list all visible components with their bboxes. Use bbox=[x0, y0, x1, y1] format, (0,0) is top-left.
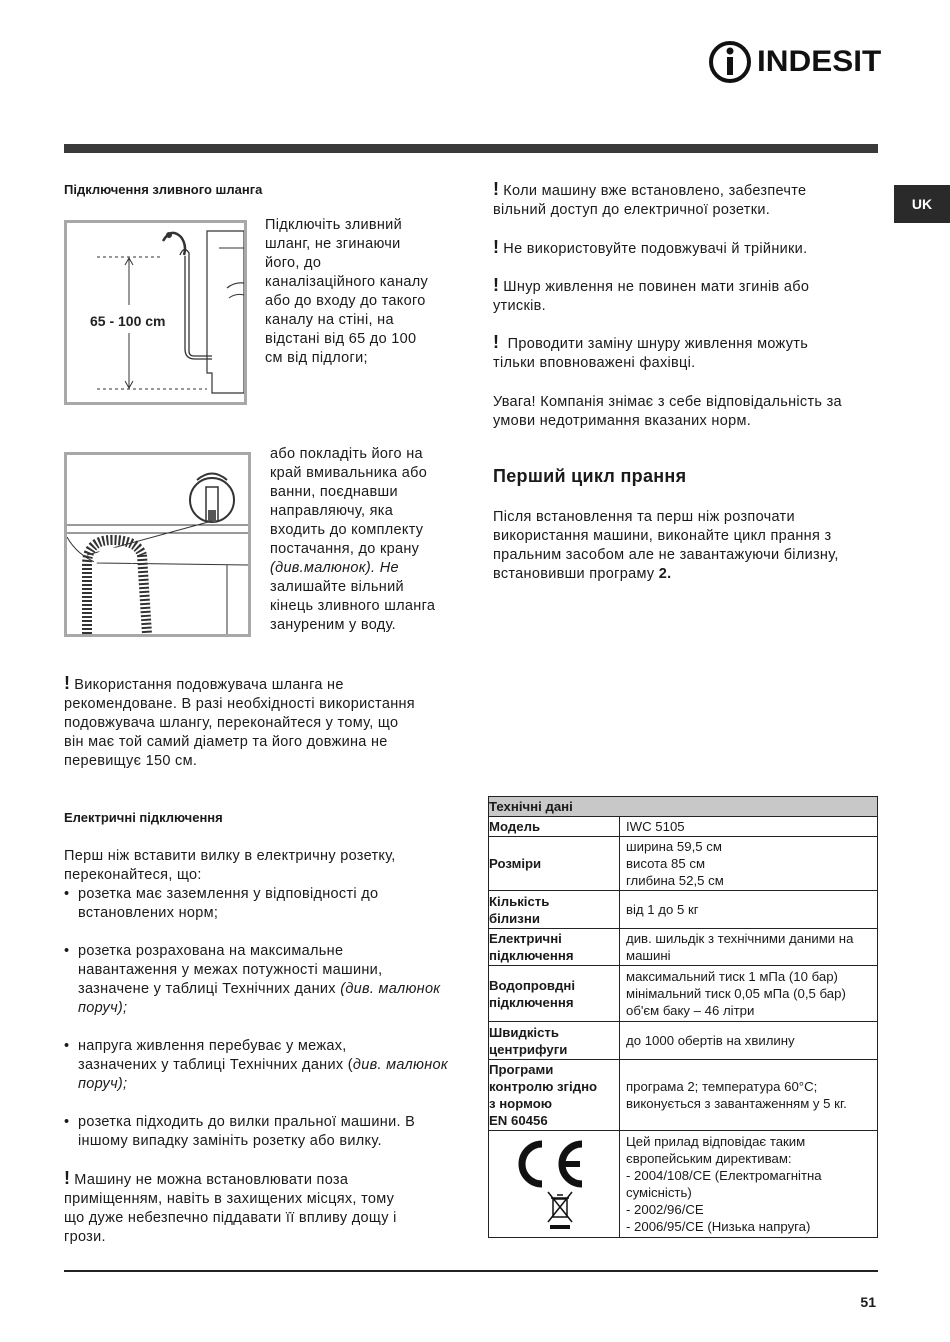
bullet-load: • розетка розрахована на максимальне навантаження у межах потужності машини, зазначене у таблиці Технічних даних (див. малюнок поруч); bbox=[64, 942, 464, 1018]
bullet-socket: • розетка підходить до вилки пральної машини. В іншому випадку замініть розетку або вилку. bbox=[64, 1113, 464, 1151]
warning-icon: ! bbox=[493, 275, 500, 295]
drain-title: Підключення зливного шланга bbox=[64, 182, 263, 197]
ce-mark-icon bbox=[504, 1132, 604, 1232]
tech-table-title: Технічні дані bbox=[489, 797, 878, 817]
extension-warning: ! Не використовуйте подовжувачі й трійники. bbox=[493, 237, 808, 257]
drain-wall-figure bbox=[64, 220, 247, 405]
drain-para-2: або покладіть його на край вмивальника або ванни, поєднавши направляючу, яка входить до комплекту постачання, до крану (див.малюнок). Не залишайте вільний кінець зливного шланга зануреним у воду. bbox=[270, 446, 436, 633]
weee-bin-icon bbox=[548, 1192, 572, 1229]
bullet-grounding: • розетка має заземлення у відповідності до встановлених норм; bbox=[64, 885, 464, 923]
bullet-voltage: • напруга живлення перебуває у межах, зазначених у таблиці Технічних даних (див. малюнок поруч); bbox=[64, 1037, 464, 1094]
warning-icon: ! bbox=[64, 673, 71, 693]
indesit-i-icon bbox=[708, 40, 752, 84]
warning-icon: ! bbox=[493, 179, 500, 199]
liability-note: Увага! Компанія знімає з себе відповідальність за умови недотримання вказаних норм. bbox=[493, 394, 842, 429]
sink-illustration bbox=[67, 455, 248, 634]
header-rule bbox=[64, 144, 878, 153]
cord-replace-warning: ! Проводити заміну шнуру живлення можуть тільки вповноважені фахівці. bbox=[493, 332, 809, 371]
electric-title: Електричні підключення bbox=[64, 810, 223, 825]
footer-rule bbox=[64, 1270, 878, 1272]
first-cycle-title: Перший цикл прання bbox=[493, 466, 687, 486]
first-cycle-body: Після встановлення та перш ніж розпочати використання машини, виконайте цикл прання з пральним засобом але не завантажуючи білизну, встановивши програму 2. bbox=[493, 509, 839, 582]
warning-icon: ! bbox=[493, 237, 500, 257]
warning-icon: ! bbox=[64, 1168, 71, 1188]
outdoor-warning: ! Машину не можна встановлювати поза приміщенням, навіть в захищених місцях, тому що дуже небезпечно піддавати її впливу дощу і грози. bbox=[64, 1168, 397, 1245]
ce-weee-marks bbox=[489, 1131, 620, 1238]
socket-access-warning: ! Коли машину вже встановлено, забезпечте вільний доступ до електричної розетки. bbox=[493, 179, 807, 218]
electric-body: Перш ніж вставити вилку в електричну розетку, переконайтеся, що: • розетка має заземлення у відповідності до встановлених норм; • розетка розрахована на максимальне навантаження у межах потужності машини, зазначене у таблиці Технічних даних (див. малюнок поруч); • напруга живлення перебуває у межах, зазначених у таблиці Технічних даних (див. малюнок поруч); • розетка підходить до вилки пральної машини. В іншому випадку замініть розетку або вилку. bbox=[64, 847, 464, 1170]
height-label: 65 - 100 cm bbox=[90, 313, 166, 329]
drain-sink-figure bbox=[64, 452, 251, 637]
cord-bend-warning: ! Шнур живлення не повинен мати згинів або утисків. bbox=[493, 275, 810, 314]
hose-extension-warning: ! Використання подовжувача шланга не рекомендоване. В разі необхідності використання подовжувача шлангу, переконайтеся у тому, що він має той самий діаметр та його довжина не перевищує 150 см. bbox=[64, 673, 415, 769]
tech-data-table: Технічні дані Модель IWC 5105 Розміри ширина 59,5 см висота 85 см глибина 52,5 см Кількість білизни від 1 до 5 кг Електричні підключення див. шильдік з технічними даними на машині Водопровдні підключення максимальний тиск 1 мПа (10 бар) мінімальний тиск 0,05 мПа (0,5 бар) об'єм баку – 46 літри Швидкість центрифуги до 1000 обертів на хвилину Програми контролю згідно з нормою EN 60456 програма 2; температура 60°С; виконується з завантаженням у 5 кг. Цей прилад відповідає таким європейським директивам: - 2004/108/CE (Електромагнітна сумісність) - 2002/96/CE - 2006/95/CE (Низька напруга) bbox=[488, 796, 878, 1238]
brand-logo bbox=[708, 40, 881, 84]
brand-name: INDESIT bbox=[756, 45, 881, 78]
drain-para-1: Підключіть зливний шланг, не згинаючи його, до каналізаційного каналу або до входу до такого каналу на стіні, на відстані від 65 до 100 см від підлоги; bbox=[265, 217, 429, 366]
page-number: 51 bbox=[860, 1294, 876, 1310]
warning-icon: ! bbox=[493, 332, 500, 352]
language-tab: UK bbox=[894, 185, 950, 223]
